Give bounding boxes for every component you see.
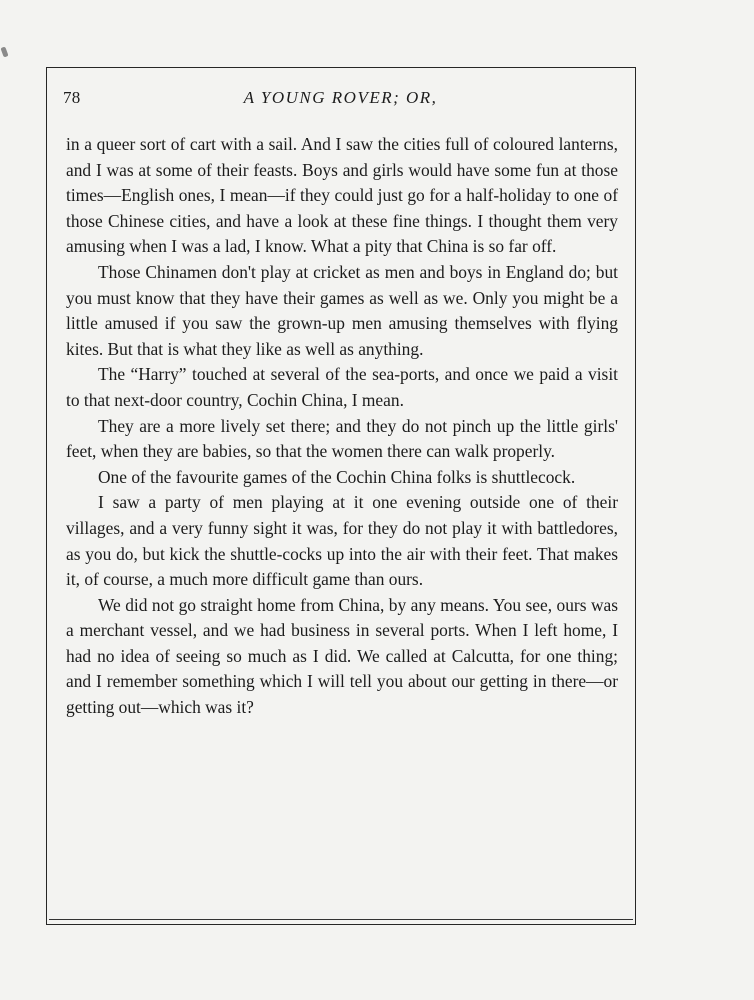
paragraph-3: The “Harry” touched at several of the sea-ports, and once we paid a visit to that next-door country, Cochin China, I mean. [66,364,618,410]
bottom-rule [49,919,633,920]
running-title: A YOUNG ROVER; OR, [243,88,438,107]
paragraph-7: We did not go straight home from China, by any means. You see, ours was a merchant vessel, and we had business in several ports. When I left home, I had no idea of seeing so much as I did. We called at Calcutta, for one thing; and I remember something which I will tell you about our getting in there—or getting out—which was it? [66,594,618,718]
paragraph-5: One of the favourite games of the Cochin China folks is shuttlecock. [98,466,576,487]
paragraph-2: Those Chinamen don't play at cricket as men and boys in England do; but you must know that they have their games as well as we. Only you might be a little amused if you saw the grown-up men amusing themselves with flying kites. But that is what they like as well as anything. [66,261,618,359]
page-speck [0,46,8,57]
page-header [63,88,618,112]
paragraph-4: They are a more lively set there; and they do not pinch up the little girls' feet, when they are babies, so that the women there can walk properly. [66,415,618,462]
body-text [66,132,618,721]
page-number: 78 [63,88,81,107]
paragraph-6: I saw a party of men playing at it one evening outside one of their villages, and a very funny sight it was, for they do not play it with battledores, as you do, but kick the shuttle-cocks up into the air with their feet. That makes it, of course, a much more difficult game than ours. [66,492,618,590]
paragraph-1: in a queer sort of cart with a sail. And I saw the cities full of coloured lanterns, and I was at some of their feasts. Boys and girls would have some fun at those times—English ones, I mean—if they could just go for a half-holiday to one of those Chinese cities, and have a look at these fine things. I thought them very amusing when I was a lad, I know. What a pity that China is so far off. [66,134,618,257]
